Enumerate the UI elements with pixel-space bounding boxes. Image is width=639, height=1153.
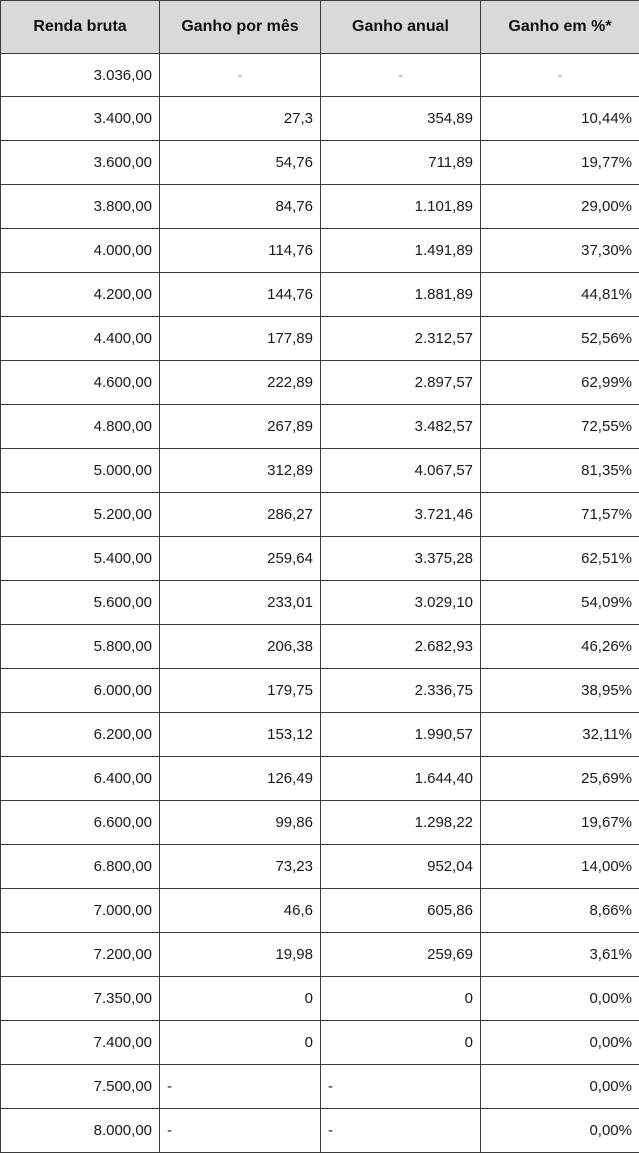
table-row (1, 1109, 639, 1153)
cell-renda-bruta: 4.000,00 (1, 229, 160, 273)
cell-ganho-por-mes: 233,01 (160, 581, 321, 625)
cell-ganho-por-mes: 144,76 (160, 273, 321, 317)
cell-ganho-percent: 19,67% (481, 801, 639, 845)
cell-ganho-por-mes: 153,12 (160, 713, 321, 757)
cell-ganho-anual: 2.336,75 (321, 669, 481, 713)
header-ganho-anual: Ganho anual (321, 1, 481, 54)
cell-ganho-percent: 32,11% (481, 713, 639, 757)
cell-ganho-por-mes: 0 (160, 977, 321, 1021)
cell-renda-bruta: 3.036,00 (1, 54, 160, 97)
cell-ganho-anual: 3.375,28 (321, 537, 481, 581)
cell-ganho-percent: 38,95% (481, 669, 639, 713)
cell-ganho-por-mes: 267,89 (160, 405, 321, 449)
cell-ganho-por-mes: 259,64 (160, 537, 321, 581)
cell-renda-bruta: 3.600,00 (1, 141, 160, 185)
cell-ganho-por-mes: 286,27 (160, 493, 321, 537)
table-row (1, 713, 639, 757)
cell-ganho-por-mes: 126,49 (160, 757, 321, 801)
table-row (1, 54, 639, 97)
cell-ganho-por-mes: 177,89 (160, 317, 321, 361)
table-row (1, 625, 639, 669)
cell-ganho-percent: 0,00% (481, 1065, 639, 1109)
cell-renda-bruta: 4.200,00 (1, 273, 160, 317)
cell-ganho-por-mes: - (160, 1065, 321, 1109)
table-row (1, 405, 639, 449)
cell-ganho-anual: 3.482,57 (321, 405, 481, 449)
cell-ganho-anual: 1.644,40 (321, 757, 481, 801)
cell-ganho-percent: 72,55% (481, 405, 639, 449)
table-row (1, 361, 639, 405)
cell-renda-bruta: 6.600,00 (1, 801, 160, 845)
cell-ganho-anual: - (321, 1065, 481, 1109)
cell-renda-bruta: 4.600,00 (1, 361, 160, 405)
table-row (1, 141, 639, 185)
header-ganho-por-mes: Ganho por mês (160, 1, 321, 54)
table-row (1, 537, 639, 581)
cell-ganho-percent: 29,00% (481, 185, 639, 229)
cell-ganho-percent: 44,81% (481, 273, 639, 317)
cell-ganho-percent: 81,35% (481, 449, 639, 493)
cell-ganho-por-mes: 206,38 (160, 625, 321, 669)
cell-ganho-anual: 2.897,57 (321, 361, 481, 405)
cell-ganho-percent: 19,77% (481, 141, 639, 185)
cell-ganho-anual: 0 (321, 977, 481, 1021)
cell-ganho-percent: 10,44% (481, 97, 639, 141)
header-row (1, 1, 639, 54)
cell-ganho-anual: 711,89 (321, 141, 481, 185)
table-header (1, 1, 639, 54)
cell-ganho-percent: 0,00% (481, 1021, 639, 1065)
cell-renda-bruta: 4.400,00 (1, 317, 160, 361)
table-row (1, 889, 639, 933)
cell-ganho-anual: 2.682,93 (321, 625, 481, 669)
cell-ganho-anual: - (321, 54, 481, 97)
table-row (1, 581, 639, 625)
cell-ganho-anual: - (321, 1109, 481, 1153)
cell-ganho-por-mes: 312,89 (160, 449, 321, 493)
cell-ganho-anual: 1.491,89 (321, 229, 481, 273)
cell-ganho-por-mes: 179,75 (160, 669, 321, 713)
table-row (1, 493, 639, 537)
cell-ganho-percent: 0,00% (481, 1109, 639, 1153)
cell-ganho-percent: - (481, 54, 639, 97)
cell-ganho-anual: 952,04 (321, 845, 481, 889)
cell-ganho-anual: 1.101,89 (321, 185, 481, 229)
cell-ganho-por-mes: 54,76 (160, 141, 321, 185)
cell-ganho-anual: 4.067,57 (321, 449, 481, 493)
cell-ganho-percent: 0,00% (481, 977, 639, 1021)
cell-ganho-por-mes: 0 (160, 1021, 321, 1065)
cell-ganho-percent: 8,66% (481, 889, 639, 933)
table-row (1, 1065, 639, 1109)
cell-ganho-anual: 1.298,22 (321, 801, 481, 845)
table-row (1, 97, 639, 141)
cell-ganho-por-mes: - (160, 1109, 321, 1153)
cell-ganho-por-mes: - (160, 54, 321, 97)
table-body (1, 54, 639, 1153)
table-row (1, 933, 639, 977)
cell-renda-bruta: 6.400,00 (1, 757, 160, 801)
cell-ganho-por-mes: 19,98 (160, 933, 321, 977)
cell-ganho-percent: 25,69% (481, 757, 639, 801)
cell-renda-bruta: 5.400,00 (1, 537, 160, 581)
cell-ganho-por-mes: 73,23 (160, 845, 321, 889)
cell-renda-bruta: 7.000,00 (1, 889, 160, 933)
table-row (1, 273, 639, 317)
cell-ganho-percent: 14,00% (481, 845, 639, 889)
cell-renda-bruta: 7.500,00 (1, 1065, 160, 1109)
cell-ganho-percent: 62,51% (481, 537, 639, 581)
cell-renda-bruta: 8.000,00 (1, 1109, 160, 1153)
cell-renda-bruta: 7.200,00 (1, 933, 160, 977)
cell-renda-bruta: 3.800,00 (1, 185, 160, 229)
cell-ganho-percent: 3,61% (481, 933, 639, 977)
cell-renda-bruta: 7.400,00 (1, 1021, 160, 1065)
header-ganho-percent: Ganho em %* (481, 1, 639, 54)
cell-ganho-por-mes: 99,86 (160, 801, 321, 845)
table-row (1, 1021, 639, 1065)
cell-ganho-anual: 3.029,10 (321, 581, 481, 625)
cell-renda-bruta: 5.200,00 (1, 493, 160, 537)
cell-ganho-anual: 259,69 (321, 933, 481, 977)
header-renda-bruta: Renda bruta (1, 1, 160, 54)
cell-ganho-anual: 605,86 (321, 889, 481, 933)
cell-ganho-percent: 62,99% (481, 361, 639, 405)
table-row (1, 185, 639, 229)
cell-renda-bruta: 5.800,00 (1, 625, 160, 669)
cell-ganho-anual: 354,89 (321, 97, 481, 141)
cell-ganho-percent: 37,30% (481, 229, 639, 273)
table-row (1, 669, 639, 713)
table-row (1, 449, 639, 493)
cell-ganho-percent: 46,26% (481, 625, 639, 669)
table-row (1, 801, 639, 845)
table-row (1, 977, 639, 1021)
cell-renda-bruta: 6.000,00 (1, 669, 160, 713)
cell-ganho-por-mes: 27,3 (160, 97, 321, 141)
cell-renda-bruta: 5.000,00 (1, 449, 160, 493)
cell-ganho-anual: 0 (321, 1021, 481, 1065)
cell-renda-bruta: 6.200,00 (1, 713, 160, 757)
cell-renda-bruta: 3.400,00 (1, 97, 160, 141)
cell-renda-bruta: 7.350,00 (1, 977, 160, 1021)
cell-ganho-percent: 71,57% (481, 493, 639, 537)
cell-ganho-percent: 54,09% (481, 581, 639, 625)
cell-ganho-por-mes: 114,76 (160, 229, 321, 273)
cell-renda-bruta: 5.600,00 (1, 581, 160, 625)
table-row (1, 229, 639, 273)
table-row (1, 317, 639, 361)
cell-ganho-anual: 1.881,89 (321, 273, 481, 317)
cell-ganho-por-mes: 46,6 (160, 889, 321, 933)
table-row (1, 757, 639, 801)
cell-ganho-por-mes: 222,89 (160, 361, 321, 405)
cell-ganho-por-mes: 84,76 (160, 185, 321, 229)
cell-ganho-anual: 1.990,57 (321, 713, 481, 757)
cell-ganho-anual: 2.312,57 (321, 317, 481, 361)
cell-ganho-anual: 3.721,46 (321, 493, 481, 537)
table-row (1, 845, 639, 889)
cell-ganho-percent: 52,56% (481, 317, 639, 361)
cell-renda-bruta: 4.800,00 (1, 405, 160, 449)
cell-renda-bruta: 6.800,00 (1, 845, 160, 889)
